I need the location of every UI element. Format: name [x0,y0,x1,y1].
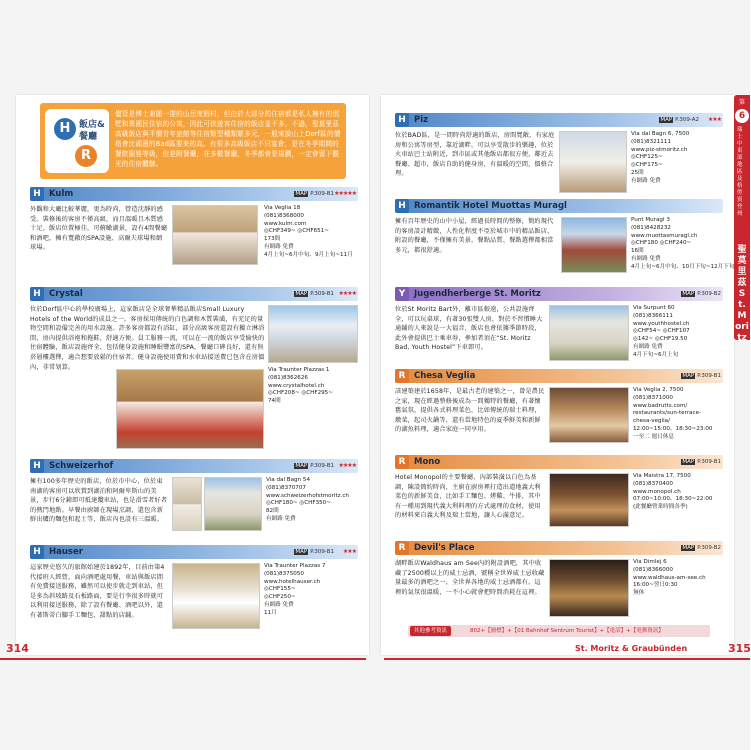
entry-description: 擁有100多年歷史的飯店，位於市中心，位於東南湖的客房可以欣賞到湖泊和阿爾卑斯山的美景，步行6分鐘即可抵達纜車站，也是滑雪者好者的熱門地點。早餐由廚師在現場烹調，還包含新鮮出爐的麵包和起士等，飯店內也設有三溫暖。 [30,478,168,524]
map-ref-value: P.309-B1 [310,291,334,297]
map-ref-value: P.309-B1 [310,191,334,197]
website[interactable]: www.monopol.ch [633,488,681,495]
closed: 一至二 週日休息 [633,433,674,440]
entry-mono [395,455,723,529]
entry-muottas-muragl [395,199,735,277]
entry-header [30,459,358,473]
entry-header [30,287,358,301]
address: Via Maistra 17, 7500 [633,473,691,479]
entry-description: 位於St Moritz Bart外，離市區較遠，公共設施齊全，可以玩桌球，有著30張雙人房，對於不習慣睡大通鋪的人來說是一大福音，飯店也會依據季節時段，此外會提供巴士乘車券，參加者須在“St. Moritz Bad, Youth Hostel”下車即可。 [395,306,543,352]
closed: 4月下旬~6月上旬 [633,351,679,358]
map-ref: MAP P.309-B1 [682,459,721,465]
entry-name: Mono [414,457,441,467]
address: Via dal Bagn 6, 7500 [631,131,690,137]
map-ref-value: P.309-B2 [697,545,721,551]
entry-chesa-veglia [395,369,723,447]
entry-header [30,187,358,201]
map-ref-value: P.309-A2 [675,117,699,123]
hotel-category-icon: H [30,287,44,301]
hours: 16:00~翌日0:30 [633,582,678,589]
price: ◎CHF175~ [631,162,663,169]
left-page [16,95,369,655]
price: ◎CHF125~ [631,154,663,161]
rooms: 82間 [266,508,279,515]
map-ref-value: P.309-B1 [310,463,334,469]
entry-description: 外觀和大廳比較華麗，更為時尚，營造沈靜的感受。裝修後的客房不僅高級，而且溫暖且木質感十足。飯店位置極佳，可俯瞰湖景，設有4間餐廳和酒吧，擁有寬敞的SPA設施、高爾夫球場和網球場。 [30,206,168,252]
phone: (081)8428232 [631,224,671,231]
hostel-exterior-photo [549,305,629,361]
map-ref-value: P.309-B2 [697,291,721,297]
intro-badge [45,109,109,173]
chapter-number: 6 [735,109,749,123]
price: ◎CHF54~ ◎CHF107 [633,328,690,335]
hotel-room-photo [172,205,258,265]
entry-name: Schweizerhof [49,461,114,471]
entry-header [395,199,723,213]
hotel-exterior-photo [561,217,627,273]
entry-name: Crystal [49,289,83,299]
entry-hauser [30,545,358,637]
reference-label: 其他參考資訊 [410,626,451,636]
chapter-title: 聖莫里茲St. Moritz [735,245,749,343]
closed: 11月 [264,609,277,616]
wifi: 有網路 免費 [631,177,661,184]
address: Via dal Bagn 54 [266,477,311,483]
phone: (081)8370400 [633,480,673,487]
price: ◎142~ ◎CHF19.50 [633,336,688,343]
phone: (081)8321111 [631,138,671,145]
star-rating: ★★★★★ [334,190,356,197]
footer-section-title: St. Moritz & Graubünden [575,644,688,653]
entry-schweizerhof [30,459,358,535]
price: ◎CHF250~ [264,594,296,601]
website[interactable]: www.badrutts.com/ [633,402,688,409]
restaurant-category-icon: R [395,541,409,555]
rooms: 16間 [631,248,644,255]
address: Via Veglia 18 [264,205,301,211]
entry-name: Jugendherberge St. Moritz [414,289,541,299]
map-ref: MAP P.309-B1 [295,191,334,197]
entry-crystal [30,287,358,455]
phone: (081)8366000 [633,566,673,573]
website[interactable]: www.crystalhotel.ch [268,382,325,389]
entry-description: 擁有百年歷史的山中小屋，經過長時間的整修，簡約現代的客房設計精緻，人性化程度不亞於城市中的精品飯店，附設的餐廳，不僅擁有美景，餐點品質、餐點選擇都相當多元，都很舒適。 [395,218,554,254]
address: Via Veglia 2, 7500 [633,387,684,393]
map-ref: MAP P.309-A2 [660,117,699,123]
address: Via Dimlej 6 [633,559,667,565]
entry-header [395,369,723,383]
website[interactable]: www.muottasmuragl.ch [631,232,698,239]
closed: 4月上旬~6月中旬、10月下旬~12月下旬 [631,263,735,270]
hotel-category-icon: H [395,113,409,127]
phone: (081)8371000 [633,394,673,401]
hours: 07:00~10:00、18:30~22:00 [633,496,713,503]
wifi: 有網路 免費 [633,343,663,350]
map-ref: MAP P.309-B1 [295,549,334,555]
restaurant-icon: R [75,145,97,167]
website[interactable]: www.waldhaus-am-see.ch [633,574,706,581]
hotel-category-icon: H [30,187,44,201]
page-number-right: 315 [728,642,751,655]
map-ref-value: P.309-B1 [697,459,721,465]
wifi: 有網路 免費 [264,243,294,250]
right-page [381,95,734,655]
address: Via Traunter Plazzas 1 [268,367,330,373]
rooms: 74間 [268,398,281,405]
entry-header [395,455,723,469]
entry-info [264,205,358,260]
website[interactable]: www.youthhostel.ch [633,320,690,327]
wifi: 有網路 免費 [631,255,661,262]
entry-description: 這家歷史悠久的旅館始建於1892年，目前由第4代接班人經營，面向酒吧處用餐，車站與飯店間有免費接送服務，雖然可以使步就走到車站，但是多為斜坡路及石板路面，要是行李很多時就可以利用接送服務，除了設有餐廳、酒吧以外，還有著斯蒂白腳手工麵包、甜點的店鋪。 [30,564,165,619]
restaurant-interior-photo [549,473,629,527]
entry-info [633,473,723,512]
address: Via Surpunt 60 [633,305,675,311]
website[interactable]: www.schweizerhofstmoritz.ch [266,492,349,499]
entry-description: 該建築建於1658年，是最古老的建築之一，曾是農民之家，現在經過整修後成為一間獨特的餐廳，有著懷舊氣氛，提供各式料理菜色，比如傳統的瑞士料理，燉菜，起司火鍋等，還有當地特色的夏季鮮美和新鮮的湖魚料理，適合家庭一同享用。 [395,388,545,434]
map-ref: MAP P.309-B1 [295,463,334,469]
entry-info [266,477,358,524]
website[interactable]: www.piz-stmoritz.ch [631,146,688,153]
website[interactable]: www.kulm.com [264,220,307,227]
hotel-category-icon: H [30,545,44,559]
entry-description: 位於BAD區，是一間時尚舒適的飯店，房間寬敞，有家庭房和公寓等房型，靠近湖畔，可以享受散步的樂趣，位於火車站巴士站附近，到市區或其他飯店都很方便，鄰近去餐廳、超市，飯店自助的健身房，有溫暖的空間，價格合理。 [395,132,555,178]
website-cont: chesa-veglia/ [633,418,670,425]
address: Punt Muragl 3 [631,217,670,223]
entry-info [631,217,735,272]
reference-text: 802+【圖標】+【01 Bahnhof Sentrum Tourist】+【電話】+【電郵資訊】 [470,628,664,634]
hotel-bedroom-photo [116,369,264,449]
hostel-category-icon: Y [395,287,409,301]
phone: (081)8366111 [633,312,673,319]
hotel-icon: H [54,118,76,140]
entry-description: Hotel Monopol的主要餐廳，內部裝潢以白色為基調，陳設簡約時尚，主廚在廚房裡打造出道地義大利菜色的新鮮美食，比如手工麵包、烤雞、牛排，其中有一種用到現代義大利料理的方式處理的食材，使用的材料來自義大利及瑞士當地，讓人心滿意足。 [395,474,541,520]
map-ref-value: P.309-B1 [697,373,721,379]
star-rating: ★★★ [707,116,721,123]
entry-name: Kulm [49,189,74,199]
entry-kulm [30,187,358,273]
entry-description: 湖畔飯店Waldhaus am See內的附設酒吧，其中收藏了2500種以上的威士忌酒，號稱全世界威士忌收藏量最多的酒吧之一，全世界各地的威士忌酒都有。這裡的氣氛很溫暖，一不小心就會把時間消耗在這裡。 [395,560,545,596]
page-number-left: 314 [6,642,29,655]
intro-text: 儘管是博士兼題一提的山岳度假村，但由於大部分的住宿都是私人擁有的別墅和異國民住宿的公寓，因此可供遊客住宿的飯店並不多。不過，聖莫里茲高級飯店與平價青年旅館等住宿類型種類繁多元，一般來說山上Dorf區的價格會比湖邊的Bad區要來的高。有很多高級飯店不只宴會，是在冬季期間的餐飲服務等級，但是附餐廳，在多數餐廳，冬季都會是規劃，一定會留下觀光的住宿體驗。 [115,110,341,168]
entry-name: Piz [414,115,429,125]
entry-info [633,387,723,442]
star-rating: ★★★★ [338,462,356,469]
entry-header [395,113,723,127]
entry-name: Romantik Hotel Muottas Muragl [414,201,567,211]
entry-name: Chesa Veglia [414,371,476,381]
entry-description: 位於Dorf區中心的學校廣場上，這家飯店是全球奢華精品飯店Small Luxury Hotels of the World的成員之一。客房採用傳統的白色調和木質裝潢，有充足的量物空間和設備完善的用水設施。許多客房都設有浴缸，部分高級客房還設有獨立淋浴間，房內提供浴袍和拖鞋，舒適方便。員工服務一流，可以在一流的飯店享受愉快的住宿體驗，飯店設施齊全，包括健身設施和睡眠豐富的SPA，餐廳口碑良好，還有無菸層樓選擇，適合想要放鬆的住宿者。健身設施使用費和水車站接送費已包含在房價內，非常划算。 [30,306,265,371]
price: ◎CHF180 ◎CHF240~ [631,240,692,247]
map-ref: MAP P.309-B2 [682,545,721,551]
intro-box [40,103,346,179]
hotel-room-photo [172,563,260,629]
entry-header [395,287,723,301]
hotel-exterior-photo [204,477,262,531]
star-rating: ★★★★ [338,290,356,297]
restaurant-category-icon: R [395,369,409,383]
chapter-subtitle: 瑞士中東部地區及格勞賓登州 [737,127,743,217]
restaurant-interior-photo [549,387,629,443]
hours: 12:00~15:00、18:30~23:00 [633,425,713,432]
entry-devils-place [395,541,723,619]
closed: 無休 [633,590,645,597]
price: ◎CHF208~ ◎CHF295~ [268,390,333,397]
rooms: 173間 [264,236,281,243]
hotel-exterior-photo [268,305,358,363]
intro-icon-label: 飯店&餐廳 [79,120,105,142]
map-ref-value: P.309-B1 [310,549,334,555]
closed: 4月上旬~6月中旬、9月上旬~11月 [264,251,353,258]
entry-name: Hauser [49,547,83,557]
hotel-room-photo [559,131,627,193]
entry-piz [395,113,723,197]
entry-header [395,541,723,555]
restaurant-category-icon: R [395,455,409,469]
footer-divider-right [384,658,750,660]
chapter-label: 第 [738,99,745,106]
hours-note: (此餐廳營業時間各季) [633,504,688,511]
hotel-category-icon: H [30,459,44,473]
entry-header [30,545,358,559]
wifi: 有網路 免費 [266,515,296,522]
website[interactable]: www.hotelhauser.ch [264,578,321,585]
entry-info [631,131,723,186]
map-ref: MAP P.309-B1 [295,291,334,297]
phone: (081)8375050 [264,570,304,577]
chapter-side-tab[interactable] [734,95,750,343]
website-cont: restaurants/sun-terrace- [633,410,702,417]
wifi: 有網路 免費 [264,601,294,608]
map-ref: MAP P.309-B1 [682,373,721,379]
price: ◎CHF180~ ◎CHF350~ [266,500,331,507]
phone: (081)8368000 [264,212,304,219]
phone: (081)8370707 [266,484,306,491]
entry-info [264,563,358,618]
bar-interior-photo [549,559,629,617]
entry-info [633,305,723,360]
reference-bar [408,625,710,637]
entry-jugendherberge [395,287,723,365]
footer-divider-left [0,658,366,660]
hotel-category-icon: H [395,199,409,213]
rooms: 25間 [631,169,644,176]
entry-info [268,367,358,406]
price: ◎CHF349~ ◎CHF651~ [264,228,329,235]
address: Via Traunter Plazzas 7 [264,563,326,569]
hotel-room-photo [172,477,202,531]
phone: (081)8362626 [268,374,308,381]
entry-info [633,559,723,598]
price: ◎CHF155~ [264,586,296,593]
star-rating: ★★★ [342,548,356,555]
map-ref: MAP P.309-B2 [682,291,721,297]
entry-name: Devil's Place [414,543,475,553]
